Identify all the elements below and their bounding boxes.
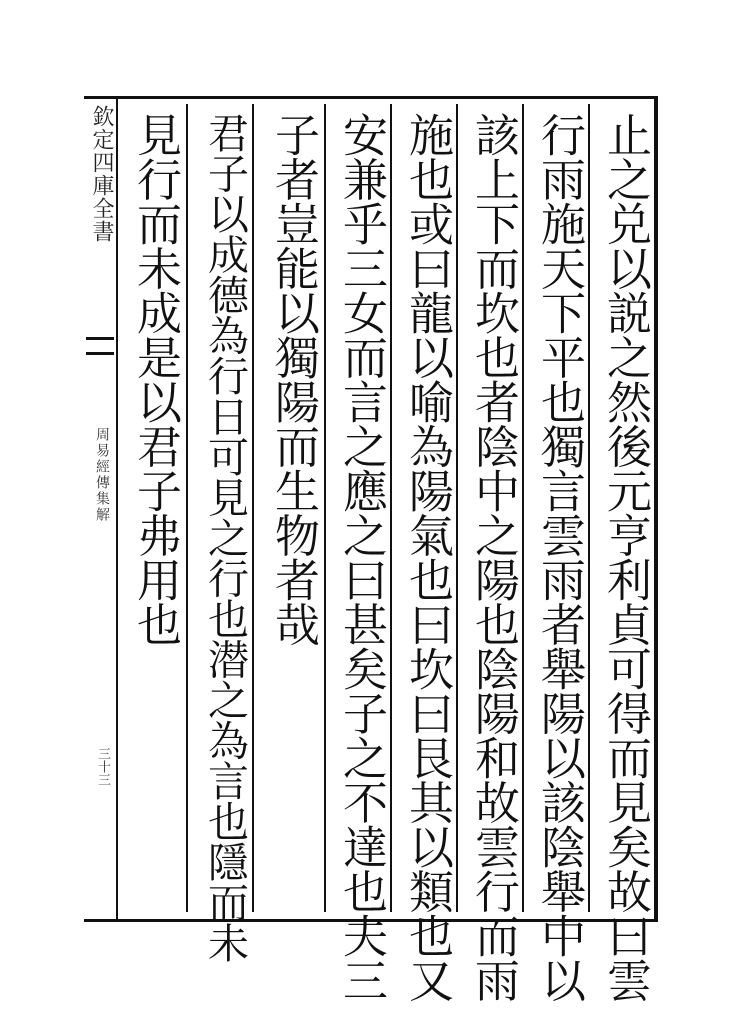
margin-page-number: 三十三	[95, 747, 110, 786]
column-text: 安兼乎三女而言之應之曰甚矣子之不達也夫三	[335, 112, 388, 1002]
column-text: 行雨施天下平也獨言雲雨者舉陽以該陰舉中以	[533, 112, 586, 1002]
margin-book-title: 周易經傳集解	[94, 427, 110, 523]
text-column-3	[456, 104, 522, 1002]
column-text: 施也或曰龍以喻為陽氣也曰坎曰艮其以類也又	[401, 112, 454, 1002]
column-text: 該上下而坎也者陰中之陽也陰陽和故雲行而雨	[467, 112, 520, 1002]
page-margin-strip	[84, 96, 118, 922]
fishtail-ornament	[86, 337, 114, 355]
text-column-5	[324, 104, 390, 1002]
column-text: 君子以成德為行日可見之行也潜之為言也隱而未	[201, 112, 249, 963]
column-text: 見行而未成是以君子弗用也	[129, 112, 182, 646]
text-column-1	[588, 104, 654, 1002]
text-column-2	[522, 104, 588, 1002]
margin-collection-title: 欽定四庫全書	[89, 105, 114, 243]
column-text: 止之兑以説之然後元亨利貞可得而見矣故曰雲	[599, 112, 652, 1002]
text-column-4	[390, 104, 456, 1002]
text-column-8	[120, 104, 186, 912]
text-column-7	[186, 104, 252, 963]
column-text: 子者豈能以獨陽而生物者哉	[267, 112, 320, 646]
text-column-6	[252, 104, 324, 912]
